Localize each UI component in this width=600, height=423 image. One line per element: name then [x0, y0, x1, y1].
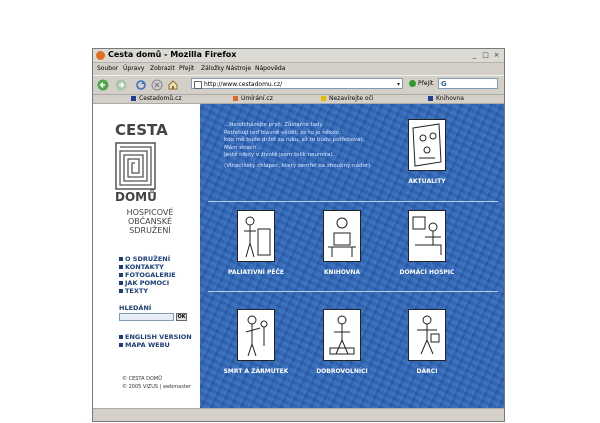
bookmark-cestadomu[interactable]: Cestadomů.cz [131, 94, 182, 103]
poem-quote: ...Neodcházejte pryč. Zůstaňte tady. Potřebuji teď hlavně vědět, že tu je někdo, kdo mě bude držet za ruku, až to budu potřebovat. Mám strach... Ještě nikdy v životě jsem tolik neumíral... (Vlnáctiletý chlapec, který zemřel na zhoubný nádor) [224, 122, 394, 170]
search-ok-button[interactable]: OK [177, 314, 186, 320]
tile-smrt-a-zarmutek-label: SMRT A ZÁRMUTEK [223, 368, 289, 375]
nav-texty[interactable]: TEXTY [119, 287, 176, 295]
tile-smrt-a-zarmutek[interactable] [223, 309, 289, 375]
page-content [93, 104, 505, 410]
nav-kontakty[interactable]: KONTAKTY [119, 263, 176, 271]
go-label: Přejít [418, 80, 434, 87]
nav-mapa-webu[interactable]: MAPA WEBU [119, 341, 192, 349]
bookmarks-bar [93, 94, 504, 104]
bookmark-umirani[interactable]: Umírání.cz [233, 94, 273, 103]
menu-napoveda[interactable]: Nápověda [255, 65, 286, 72]
divider [208, 201, 498, 202]
search-engine-box[interactable] [438, 78, 498, 89]
title-bar [93, 49, 504, 63]
dobrovolnici-illustration-icon [323, 309, 361, 361]
poem-author: (Vlnáctiletý chlapec, který zemřel na zhoubný nádor) [224, 162, 371, 169]
copyright-line-1: © CESTA DOMŮ [122, 376, 162, 382]
browser-window [92, 48, 505, 422]
google-icon: G [441, 80, 447, 88]
tile-aktuality[interactable] [394, 119, 460, 185]
tile-paliativni-pece[interactable] [223, 210, 289, 276]
menu-zobrazit[interactable]: Zobrazit [150, 65, 175, 72]
reload-icon[interactable] [135, 79, 147, 91]
maze-logo-icon [115, 142, 156, 190]
logo-subtitle: HOSPICOVÉ OBČANSKÉ SDRUŽENÍ [126, 208, 174, 235]
back-arrow-icon[interactable] [97, 79, 109, 91]
status-bar [93, 408, 504, 421]
logo-domu: DOMŮ [115, 190, 157, 204]
firefox-icon [96, 51, 105, 60]
darci-illustration-icon [408, 309, 446, 361]
nav-jak-pomoci[interactable]: JAK POMOCI [119, 279, 176, 287]
tile-darci[interactable] [394, 309, 460, 375]
tile-dobrovolnici-label: DOBROVOLNÍCI [316, 368, 368, 375]
menu-bar [93, 63, 504, 74]
address-text: http://www.cestadomu.cz/ [204, 81, 283, 88]
main-nav [119, 255, 176, 295]
menu-nastroje[interactable]: Nástroje [226, 65, 252, 72]
chevron-down-icon[interactable]: ▾ [396, 81, 400, 88]
forward-arrow-icon[interactable] [115, 79, 127, 91]
nav-fotogalerie[interactable]: FOTOGALERIE [119, 271, 176, 279]
tile-knihovna[interactable] [309, 210, 375, 276]
tile-knihovna-label: KNIHOVNA [323, 269, 361, 276]
go-button[interactable] [409, 78, 433, 89]
sidebar [93, 104, 199, 410]
knihovna-illustration-icon [323, 210, 361, 262]
tile-dobrovolnici[interactable] [309, 309, 375, 375]
search-label: HLEDÁNÍ [119, 304, 152, 312]
search-input[interactable] [119, 313, 174, 321]
aktuality-illustration-icon [408, 119, 446, 171]
main-panel [200, 104, 505, 410]
maximize-icon[interactable]: □ [482, 51, 489, 59]
tile-domaci-hospic[interactable] [394, 210, 460, 276]
smrt-a-zarmutek-illustration-icon [237, 309, 275, 361]
bookmark-icon [131, 96, 136, 101]
menu-prejit[interactable]: Přejít [179, 65, 195, 72]
bookmark-nezavirejte[interactable]: Nezavírejte oči [321, 94, 374, 103]
domaci-hospic-illustration-icon [408, 210, 446, 262]
window-title: Cesta domů - Mozilla Firefox [108, 50, 237, 59]
tile-domaci-hospic-label: DOMÁCÍ HOSPIC [399, 269, 455, 276]
menu-zalozky[interactable]: Záložky [201, 65, 225, 72]
tile-paliativni-pece-label: PALIATIVNÍ PÉČE [227, 269, 285, 276]
bookmark-knihovna[interactable]: Knihovna [428, 94, 464, 103]
address-bar[interactable] [191, 78, 403, 89]
divider [208, 291, 498, 292]
minimize-icon[interactable]: _ [472, 51, 477, 59]
tile-darci-label: DÁRCI [416, 368, 438, 375]
menu-soubor[interactable]: Soubor [97, 65, 119, 72]
page-icon [194, 81, 202, 89]
tile-aktuality-label: AKTUALITY [408, 178, 446, 185]
stop-icon[interactable] [151, 79, 163, 91]
go-icon [409, 80, 416, 87]
menu-upravy[interactable]: Úpravy [123, 65, 145, 72]
bookmark-icon [321, 96, 326, 101]
nav-o-sdruzeni[interactable]: O SDRUŽENÍ [119, 255, 176, 263]
paliativni-pece-illustration-icon [237, 210, 275, 262]
copyright-line-2[interactable]: © 2005 VIZUS | webmaster [122, 384, 191, 390]
bookmark-icon [428, 96, 433, 101]
close-icon[interactable]: × [493, 51, 500, 59]
secondary-nav [119, 333, 192, 349]
bookmark-icon [233, 96, 238, 101]
nav-english-version[interactable]: ENGLISH VERSION [119, 333, 192, 341]
home-icon[interactable] [167, 79, 179, 91]
logo-cesta[interactable]: CESTA [115, 121, 168, 139]
